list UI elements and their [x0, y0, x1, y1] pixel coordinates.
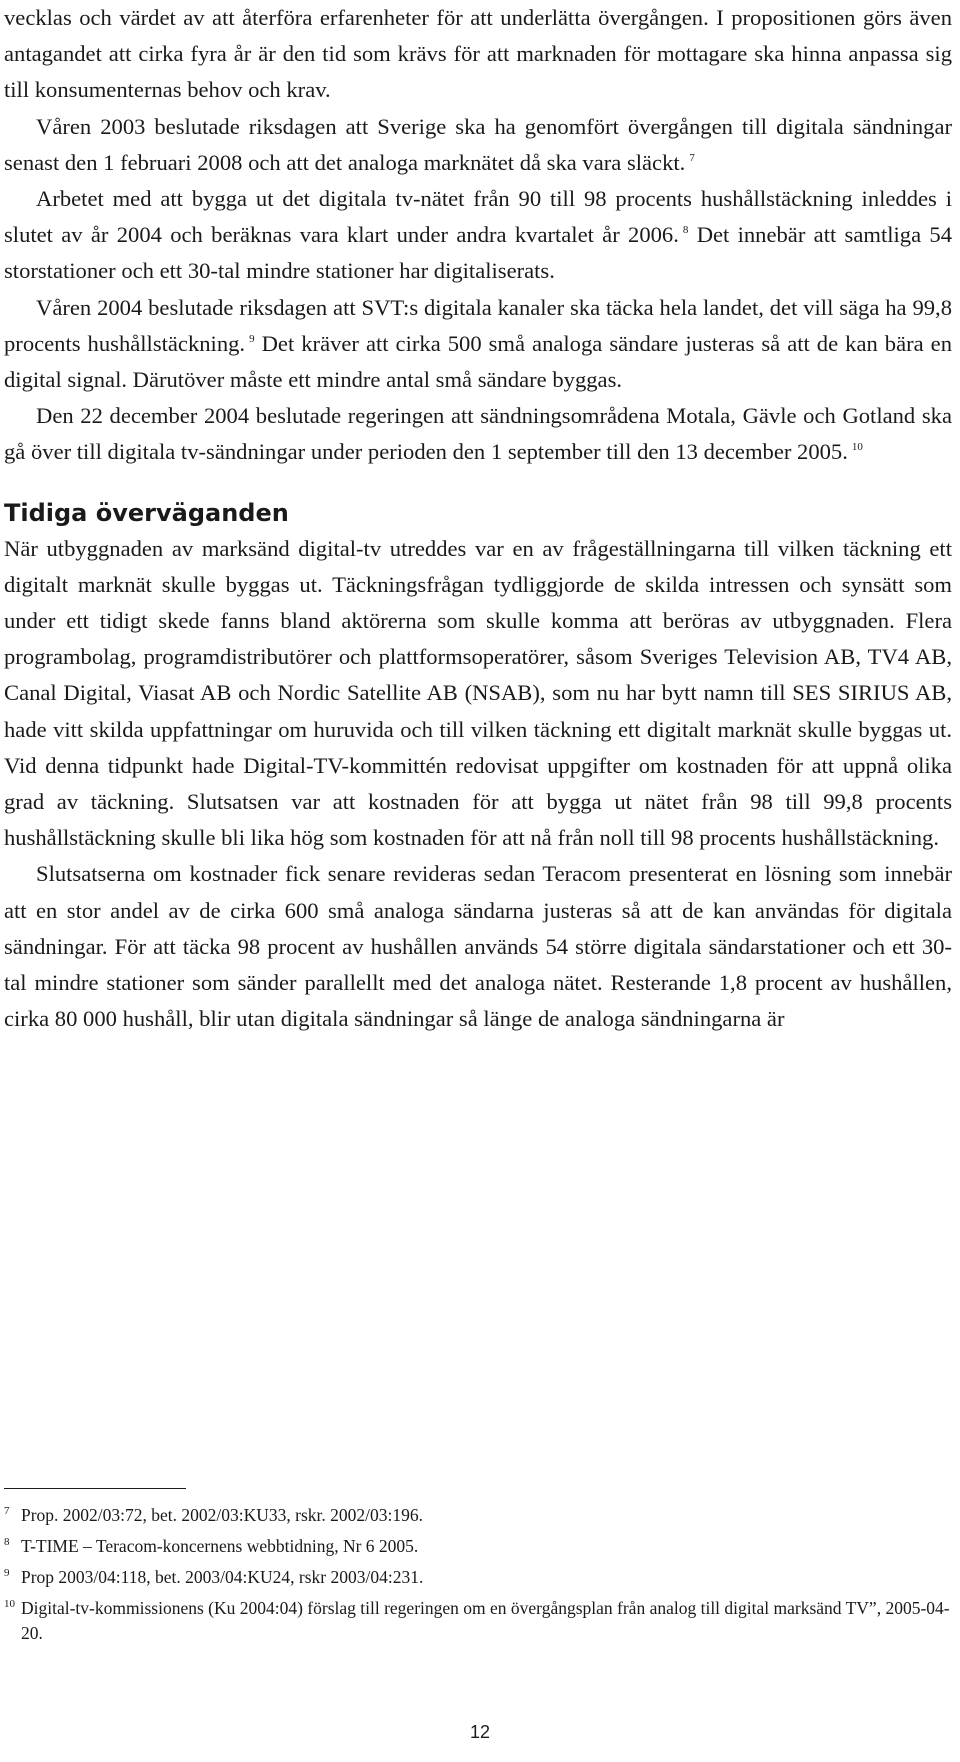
footnote-ref-7: 7 — [689, 151, 695, 164]
footnote-text: Prop. 2002/03:72, bet. 2002/03:KU33, rskr. 2002/03:196. — [21, 1505, 424, 1525]
section-paragraph-2: Slutsatserna om kostnader fick senare revideras sedan Teracom presenterat en lösning som innebär att en stor andel av de cirka 600 små analoga sändarna justeras så att de kan användas för digitala sändningar. För att täcka 98 procent av hushållen används 54 större digitala sändarstationer och ett 30-tal mindre stationer som sänder parallellt med det analoga nätet. Resterande 1,8 procent av hushållen, cirka 80 000 hushåll, blir utan digitala sändningar så länge de analoga sändningarna är — [4, 861, 952, 1032]
footnote-7 — [4, 1503, 952, 1528]
paragraph-1: vecklas och värdet av att återföra erfarenheter för att underlätta övergången. I propositionen görs även antagandet att cirka fyra år är den tid som krävs för att marknaden för mottagare ska hinna anpassa sig till konsumenternas behov och krav. — [4, 5, 952, 103]
footnote-number: 8 — [4, 1536, 10, 1548]
page-number: 12 — [469, 1722, 491, 1742]
footnote-ref-8: 8 — [682, 224, 689, 237]
section-paragraph-1: När utbyggnaden av marksänd digital-tv utreddes var en av frågeställningarna till vilken täckning ett digitalt marknät skulle byggas ut. Täckningsfrågan tydliggjorde de skilda intressen och synsätt som under ett tidigt skede fanns bland aktörerna som skulle komma att beröras av utbyggnaden. Flera programbolag, programdistributörer och plattformsoperatörer, såsom Sveriges Television AB, TV4 AB, Canal Digital, Viasat AB och Nordic Satellite AB (NSAB), som nu har bytt namn till SES SIRIUS AB, hade vitt skilda uppfattningar om huruvida och till vilken täckning ett digitalt marknät skulle byggas ut. Vid denna tidpunkt hade Digital-TV-kommittén redovisat uppgifter om kostnaden för att uppnå olika grad av täckning. Slutsatsen var att kostnaden för att bygga ut nätet från 98 till 99,8 procents hushållstäckning skulle bli lika hög som kostnaden för att nå från noll till 98 procents hushållstäckning. — [4, 535, 952, 851]
footnote-number: 9 — [4, 1567, 10, 1579]
footnote-ref-9: 9 — [249, 332, 255, 345]
footnote-text: T-TIME – Teracom-koncernens webbtidning, Nr 6 2005. — [21, 1536, 419, 1556]
paragraph-5: Den 22 december 2004 beslutade regeringen att sändningsområdena Motala, Gävle och Gotland ska gå över till digitala tv-sändningar under perioden den 1 september till den 13 december 2005. $^{10}$ — [4, 403, 952, 465]
section-heading: Tidiga överväganden — [4, 498, 289, 527]
footnote-9 — [4, 1565, 952, 1590]
footnote-separator — [4, 1488, 186, 1489]
paragraph-3: Arbetet med att bygga ut det digitala tv-nätet från 90 till 98 procents hushållstäckning inleddes i slutet av år 2004 och beräknas vara klart under andra kvartalet år 2006. $^8$ Det innebär att samtliga 54 storstationer och ett 30-tal mindre stationer har digitaliserats. — [4, 186, 952, 284]
footnote-number: 7 — [4, 1505, 10, 1517]
footnotes — [4, 1503, 952, 1652]
paragraph-4: Våren 2004 beslutade riksdagen att SVT:s digitala kanaler ska täcka hela landet, det vill säga ha 99,8 procents hushållstäckning. $^9$ Det kräver att cirka 500 små analoga sändare justeras så att de kan bära en digital signal. Därutöver måste ett mindre antal små sändare byggas. — [4, 294, 953, 393]
footnote-10 — [4, 1596, 952, 1646]
paragraph-2: Våren 2003 beslutade riksdagen att Sverige ska ha genomfört övergången till digitala sändningar senast den 1 februari 2008 och att det analoga marknätet då ska vara släckt. $^7$ — [4, 113, 952, 175]
footnote-ref-10: 10 — [851, 441, 863, 454]
footnote-8 — [4, 1534, 952, 1559]
footnote-text: Prop 2003/04:118, bet. 2003/04:KU24, rskr 2003/04:231. — [21, 1567, 424, 1587]
body-text — [4, 0, 952, 1037]
footnote-number: 10 — [4, 1598, 15, 1610]
footnote-text: Digital-tv-kommissionens (Ku 2004:04) förslag till regeringen om en övergångsplan från analog till digital marksänd TV”, 2005-04-20. — [21, 1598, 950, 1643]
